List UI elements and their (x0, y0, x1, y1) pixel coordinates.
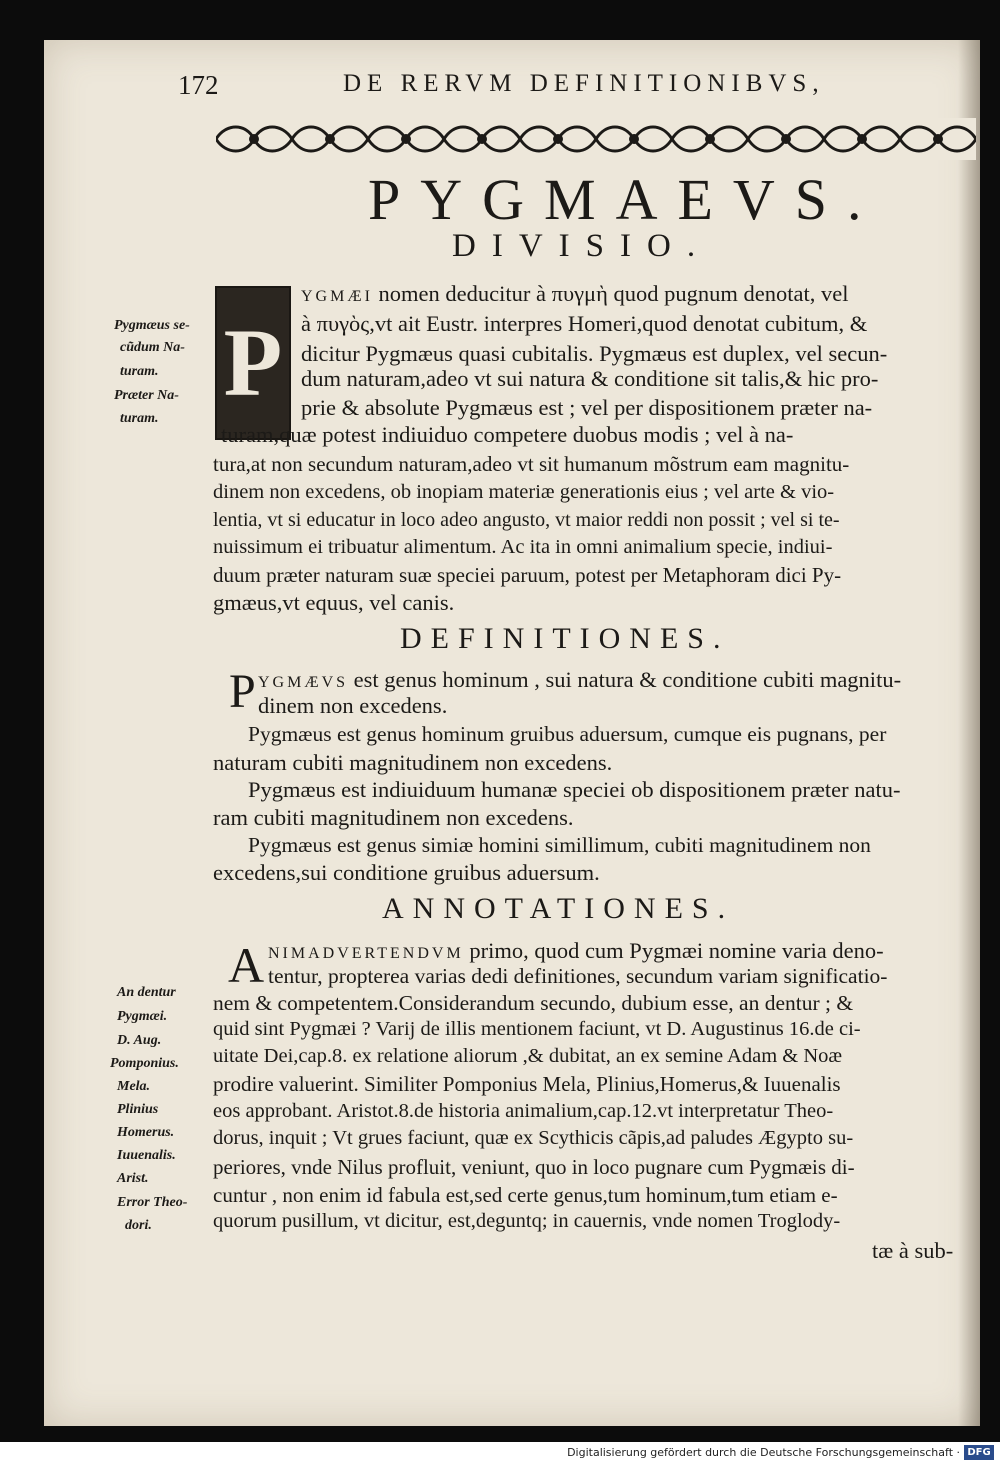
divisio-line-12: gmæus,vt equus, vel canis. (213, 590, 455, 615)
margin-note: cũdum Na- (120, 340, 185, 355)
divisio-line-11: duum præter naturam suæ speciei paruum, potest per Metaphoram dici Py- (213, 563, 842, 587)
definition-line-8: excedens,sui conditione gruibus aduersum. (213, 860, 600, 885)
divisio-line-5: prie & absolute Pygmæus est ; vel per dispositionem præter na- (301, 395, 873, 420)
definitiones-heading: DEFINITIONES. (400, 622, 730, 655)
dfg-logo-icon[interactable]: DFG (964, 1445, 994, 1460)
annotation-line-4: quid sint Pygmæi ? Varij de illis mentionem faciunt, vt D. Augustinus 16.de ci- (213, 1018, 861, 1040)
main-title: PYGMAEVS. (368, 167, 882, 232)
page-number: 172 (178, 70, 219, 100)
subtitle-divisio: DIVISIO. (452, 228, 712, 264)
margin-note: turam. (120, 411, 159, 426)
divisio-line-7: tura,at non secundum naturam,adeo vt sit humanum mõstrum eam magnitu- (213, 452, 850, 476)
divisio-line-4: dum naturam,adeo vt sui natura & conditione sit talis,& hic pro- (301, 366, 879, 391)
definition-line-4: naturam cubiti magnitudinem non excedens. (213, 750, 613, 775)
annotation-line-1: NIMADVERTENDVM primo, quod cum Pygmæi nomine varia deno- (268, 938, 884, 963)
margin-note: Præter Na- (114, 388, 179, 403)
definition-line-7: Pygmæus est genus simiæ homini simillimum, cubiti magnitudinem non (248, 833, 871, 857)
margin-note: Pygmæi. (117, 1009, 168, 1024)
page-spine-shadow (958, 40, 980, 1426)
annotation-line-3: nem & competentem.Considerandum secundo, dubium esse, an dentur ; & (213, 991, 854, 1015)
margin-note: dori. (125, 1218, 152, 1233)
annotation-line-5: uitate Dei,cap.8. ex relatione aliorum ,& dubitat, an ex semine Adam & Noæ (213, 1045, 843, 1067)
margin-note: Pygmæus se- (114, 318, 190, 333)
ornamental-band-icon (216, 118, 976, 160)
margin-note: Arist. (117, 1171, 149, 1186)
definition-line-6: ram cubiti magnitudinem non excedens. (213, 805, 574, 830)
definition-line-3: Pygmæus est genus hominum gruibus aduersum, cumque eis pugnans, per (248, 722, 887, 746)
margin-note: Iuuenalis. (117, 1148, 176, 1163)
margin-note: turam. (120, 364, 159, 379)
divisio-line-9: lentia, vt si educatur in loco adeo angusto, vt maior reddi non possit ; vel si te- (213, 509, 840, 531)
margin-note: Plinius (117, 1102, 159, 1117)
annotation-line-6: prodire valuerint. Similiter Pomponius Mela, Plinius,Homerus,& Iuuenalis (213, 1072, 841, 1096)
decorated-initial: P (215, 286, 291, 440)
running-title: DE RERVM DEFINITIONIBVS, (343, 70, 825, 97)
definition-line-2: dinem non excedens. (258, 693, 448, 718)
definitiones-initial: P (229, 665, 256, 718)
margin-note: Homerus. (117, 1125, 175, 1140)
divisio-line-10: nuissimum ei tribuatur alimentum. Ac ita in omni animalium specie, indiui- (213, 536, 833, 558)
annotation-line-10: cuntur , non enim id fabula est,sed certe genus,tum hominum,tum etiam e- (213, 1183, 838, 1207)
annotation-line-9: periores, vnde Nilus profluit, veniunt, quo in loco pugnare cum Pygmæis di- (213, 1155, 855, 1179)
margin-note: Pomponius. (110, 1056, 179, 1071)
annotation-line-8: dorus, inquit ; Vt grues faciunt, quæ ex Scythicis cãpis,ad paludes Ægypto su- (213, 1127, 854, 1149)
margin-note: Error Theo- (117, 1195, 188, 1210)
divisio-line-6: turam,quæ potest indiuiduo competere duobus modis ; vel à na- (221, 422, 794, 447)
divisio-line-2: à πυγὸς,vt ait Eustr. interpres Homeri,quod denotat cubitum, & (301, 311, 868, 336)
annotationes-heading: ANNOTATIONES. (382, 892, 735, 925)
divisio-line-3: dicitur Pygmæus quasi cubitalis. Pygmæus est duplex, vel secun- (301, 341, 888, 366)
margin-note: An dentur (117, 985, 176, 1000)
annotation-line-2: tentur, propterea varias dedi definitiones, secundum variam significatio- (268, 964, 888, 988)
definition-line-1: YGMÆVS est genus hominum , sui natura & conditione cubiti magnitu- (258, 667, 902, 692)
margin-note: D. Aug. (117, 1033, 162, 1048)
divisio-line-1: YGMÆI nomen deducitur à πυγμὴ quod pugnum denotat, vel (301, 281, 849, 306)
credit-strip (0, 1442, 1000, 1468)
dfg-credit-link[interactable]: Digitalisierung gefördert durch die Deutsche Forschungsgemeinschaft · (567, 1446, 960, 1459)
annotationes-initial: A (228, 937, 265, 993)
margin-note: Mela. (117, 1079, 151, 1094)
divisio-line-8: dinem non excedens, ob inopiam materiæ generationis eius ; vel arte & vio- (213, 481, 835, 503)
annotation-line-12: tæ à sub- (872, 1238, 954, 1263)
definition-line-5: Pygmæus est indiuiduum humanæ speciei ob dispositionem præter natu- (248, 777, 901, 802)
annotation-line-7: eos approbant. Aristot.8.de historia animalium,cap.12.vt interpretatur Theo- (213, 1100, 834, 1122)
annotation-line-11: quorum pusillum, vt dicitur, est,deguntq; in cauernis, vnde nomen Troglody- (213, 1210, 841, 1232)
